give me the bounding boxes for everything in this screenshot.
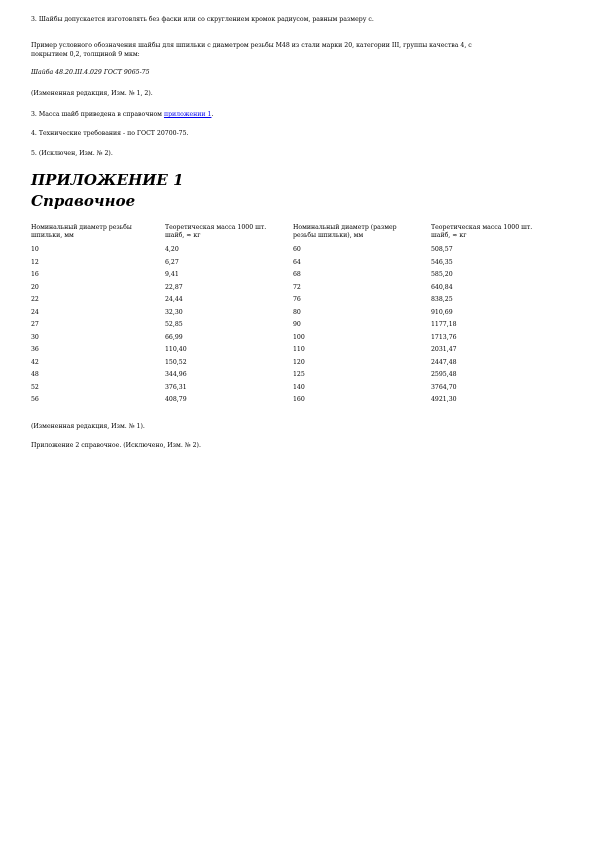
table-cell: 1713,76	[431, 333, 457, 341]
revision-note-2: (Измененная редакция, Изм. № 1).	[31, 423, 145, 430]
table-cell: 838,25	[431, 296, 453, 303]
header-text: резьбы шпильки), мм	[293, 232, 364, 239]
mass-paragraph-text: 3. Масса шайб приведена в справочном	[31, 111, 164, 118]
table-row	[31, 271, 561, 284]
table-cell: 6,27	[165, 258, 179, 266]
table-cell: 1177,18	[431, 321, 457, 328]
table-cell: 640,84	[431, 283, 453, 291]
mass-paragraph-end: .	[211, 111, 214, 118]
table-cell: 2595,48	[431, 371, 457, 378]
table-cell: 3764,70	[431, 383, 457, 391]
header-text: Номинальный диаметр резьбы	[31, 224, 132, 231]
table-cell: 60	[293, 246, 301, 253]
table-cell: 42	[31, 358, 39, 366]
table-row	[31, 359, 561, 372]
table-row	[31, 259, 561, 272]
header-text: Теоретическая масса 1000 шт.	[431, 224, 533, 231]
table-cell: 4,20	[165, 246, 179, 253]
table-row	[31, 384, 561, 397]
designation-example: Шайба 48.20.III.4.029 ГОСТ 9065-75	[31, 69, 150, 76]
table-header-row	[31, 224, 561, 246]
table-cell: 9,41	[165, 271, 179, 278]
table-cell: 64	[293, 258, 301, 266]
example-paragraph-line-1: Пример условного обозначения шайбы для шпильки с диаметром резьбы М48 из стали марки 20, категории III, группы качества 4, с	[31, 42, 472, 49]
appendix-1-link[interactable]: приложении 1	[163, 111, 212, 118]
table-cell: 110	[293, 346, 305, 353]
table-cell: 52,85	[165, 321, 183, 328]
header-text: Номинальный диаметр (размер	[293, 224, 397, 231]
table-cell: 22,87	[165, 283, 183, 291]
table-cell: 80	[293, 308, 301, 316]
table-body	[31, 246, 561, 409]
table-row	[31, 309, 561, 322]
table-cell: 24	[31, 308, 39, 316]
table-cell: 52	[31, 383, 39, 391]
table-row	[31, 334, 561, 347]
table-cell: 48	[31, 371, 39, 378]
table-cell: 508,57	[431, 246, 453, 253]
table-cell: 150,52	[165, 358, 187, 366]
mass-paragraph	[31, 111, 213, 119]
appendix-2-note: Приложение 2 справочное. (Исключено, Изм. № 2).	[31, 442, 201, 449]
header-text: шайб, ≈ кг	[431, 232, 467, 239]
table-cell: 22	[31, 296, 39, 303]
table-cell: 20	[31, 283, 39, 291]
header-text: шпильки, мм	[31, 232, 74, 239]
table-cell: 344,96	[165, 371, 187, 378]
table-row	[31, 246, 561, 259]
table-cell: 16	[31, 271, 39, 278]
table-cell: 76	[293, 296, 301, 303]
table-cell: 30	[31, 333, 39, 341]
table-cell: 66,99	[165, 333, 183, 341]
table-row	[31, 284, 561, 297]
table-cell: 32,30	[165, 308, 183, 316]
paragraph-5: 5. (Исключен, Изм. № 2).	[31, 150, 113, 157]
table-cell: 27	[31, 321, 39, 328]
table-cell: 2031,47	[431, 346, 457, 353]
table-cell: 110,40	[165, 346, 187, 353]
table-row	[31, 371, 561, 384]
table-cell: 376,31	[165, 383, 187, 391]
table-cell: 140	[293, 383, 305, 391]
table-cell: 120	[293, 358, 305, 366]
table-cell: 125	[293, 371, 305, 378]
appendix-subtitle: Справочное	[31, 192, 136, 210]
table-cell: 100	[293, 333, 305, 341]
table-cell: 68	[293, 271, 301, 278]
header-text: шайб, ≈ кг	[165, 232, 201, 239]
table-cell: 36	[31, 346, 39, 353]
table-row	[31, 296, 561, 309]
table-cell: 12	[31, 258, 39, 266]
table-cell: 910,69	[431, 308, 453, 316]
revision-note-1: (Измененная редакция, Изм. № 1, 2).	[31, 90, 153, 97]
example-paragraph-line-2: покрытием 0,2, толщиной 9 мкм:	[31, 51, 140, 58]
table-cell: 10	[31, 246, 39, 253]
washer-mass-table	[31, 224, 561, 409]
table-cell: 408,79	[165, 396, 187, 403]
table-row	[31, 321, 561, 334]
header-thread-diameter	[31, 224, 165, 246]
table-cell: 160	[293, 396, 305, 403]
table-cell: 2447,48	[431, 358, 457, 366]
header-nominal-diameter	[293, 224, 431, 246]
tech-requirements-paragraph: 4. Технические требования - по ГОСТ 20700-75.	[31, 130, 189, 137]
table-cell: 90	[293, 321, 301, 328]
table-cell: 72	[293, 283, 301, 291]
header-theoretical-mass	[165, 224, 293, 246]
table-cell: 4921,30	[431, 396, 457, 403]
header-theoretical-mass-2	[431, 224, 561, 246]
header-text: Теоретическая масса 1000 шт.	[165, 224, 267, 231]
table-cell: 585,20	[431, 271, 453, 278]
appendix-title: ПРИЛОЖЕНИЕ 1	[31, 171, 184, 189]
table-row	[31, 346, 561, 359]
table-cell: 546,35	[431, 258, 453, 266]
table-cell: 24,44	[165, 296, 183, 303]
table-cell: 56	[31, 396, 39, 403]
paragraph-3: 3. Шайбы допускается изготовлять без фаски или со скруглением кромок радиусом, равным размеру с.	[31, 16, 374, 23]
table-row	[31, 396, 561, 409]
